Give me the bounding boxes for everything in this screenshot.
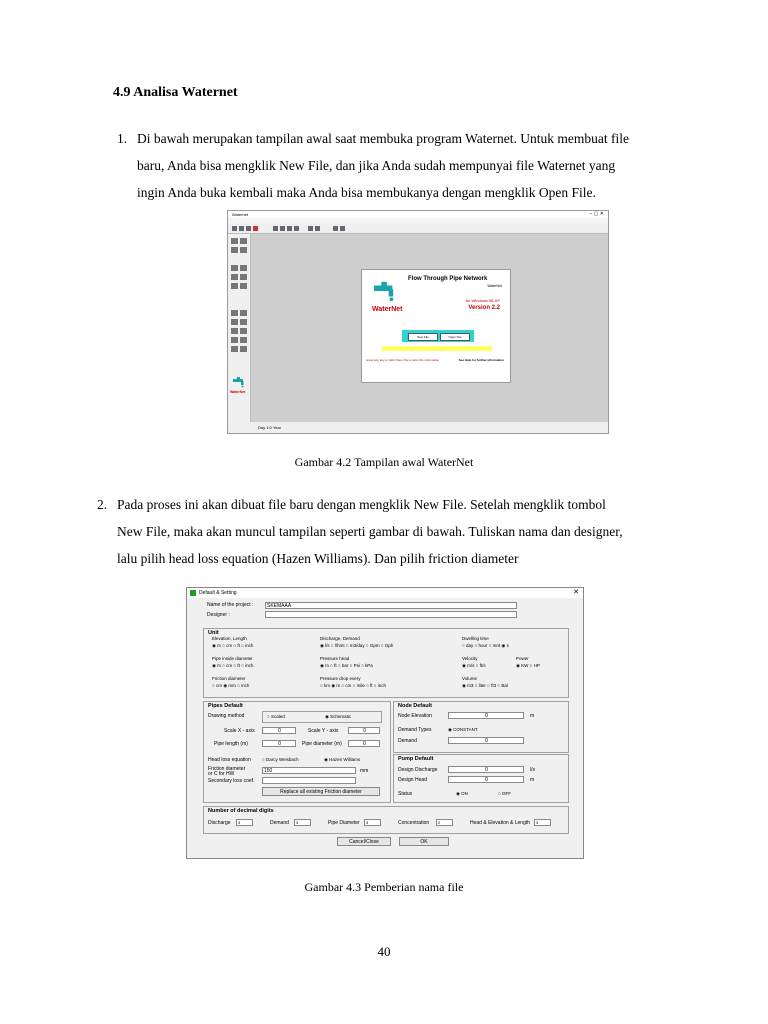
tool-icon xyxy=(231,346,238,352)
node-elevation-unit: m xyxy=(530,713,535,719)
page-number: 40 xyxy=(377,944,391,959)
item-line: Di bawah merupakan tampilan awal saat membuka program Waternet. Untuk membuat file xyxy=(137,131,629,146)
darcy-radio[interactable]: ○ Darcy Weisbach xyxy=(262,757,299,762)
decimal-concentration-spinner[interactable]: 2 xyxy=(436,819,453,826)
design-discharge-input[interactable]: 0 xyxy=(448,766,524,773)
tool-icon xyxy=(240,328,247,334)
side-brand: WaterNet xyxy=(230,390,246,394)
tool-icon xyxy=(240,238,247,244)
status-label: Status xyxy=(398,791,413,797)
decimal-head-spinner[interactable]: 3 xyxy=(534,819,551,826)
tool-icon xyxy=(240,247,247,253)
waternet-logo-icon xyxy=(372,280,398,302)
schematic-radio[interactable]: ◉ Schematic xyxy=(325,714,352,719)
design-discharge-label: Design Discharge xyxy=(398,767,438,773)
tool-icon xyxy=(231,337,238,343)
scalex-label: Scale X - axis xyxy=(224,728,255,734)
designer-input[interactable] xyxy=(265,611,517,618)
status-on-radio[interactable]: ◉ ON xyxy=(456,791,468,796)
pipe-length-input[interactable]: 0 xyxy=(262,740,296,747)
window-titlebar xyxy=(228,211,608,218)
friction-unit-label: Friction diameter xyxy=(212,676,246,681)
tool-icon xyxy=(240,265,247,271)
pump-default-group xyxy=(393,754,569,803)
pressure-options[interactable]: ◉ m ○ ft ○ bar ○ Psi ○ kPa xyxy=(320,663,373,668)
item-line: New File, maka akan muncul tampilan seperti gambar di bawah. Tuliskan nama dan designer, xyxy=(117,524,623,539)
status-text: Day 1:0 Year xyxy=(258,425,281,430)
toolbar-icon xyxy=(239,226,244,231)
left-toolbar xyxy=(228,234,251,422)
item-line: ingin Anda buka kembali maka Anda bisa membukanya dengan mengklik Open File. xyxy=(137,185,596,200)
toolbar-icon xyxy=(232,226,237,231)
close-icon[interactable]: ✕ xyxy=(573,589,579,596)
unit-title: Unit xyxy=(208,630,219,636)
demand-label: Demand xyxy=(398,738,417,744)
figure-caption-1: Gambar 4.2 Tampilan awal WaterNet xyxy=(294,455,474,469)
tool-icon xyxy=(231,238,238,244)
toolbar-icon xyxy=(294,226,299,231)
pipes-title: Pipes Default xyxy=(208,703,243,709)
pipe-diameter-label: Pipe diameter (m) xyxy=(302,741,342,747)
tool-icon xyxy=(240,319,247,325)
window-title: Waternet xyxy=(232,212,249,217)
tool-icon xyxy=(231,283,238,289)
drawing-canvas xyxy=(251,234,608,422)
new-file-button[interactable]: New File xyxy=(408,333,438,341)
toolbar-icon xyxy=(253,226,258,231)
friction-unit: mm xyxy=(360,768,369,774)
decimal-title: Number of decimal digits xyxy=(208,808,274,814)
status-bar xyxy=(228,422,608,433)
volume-options[interactable]: ◉ m3 ○ liter ○ ft3 ○ Bal xyxy=(462,683,508,688)
discharge-label: Discharge, Demand xyxy=(320,636,360,641)
pipe-inside-options[interactable]: ◉ m ○ cm ○ ft ○ inch xyxy=(212,663,254,668)
toolbar-icon xyxy=(315,226,320,231)
decimal-digits-group xyxy=(203,806,569,834)
constant-radio[interactable]: ◉ CONSTANT xyxy=(448,727,478,732)
decimal-concentration-label: Concentration xyxy=(398,820,430,826)
discharge-options[interactable]: ◉ l/s ○ l/hmt ○ m3/day ○ Gpm ○ Gph xyxy=(320,643,394,648)
design-head-label: Design Head xyxy=(398,777,427,783)
project-label: Name of the project : xyxy=(207,602,254,608)
pressure-drop-options[interactable]: ○ km ◉ m ○ cm ○ mile ○ ft ○ inch xyxy=(320,683,387,688)
tool-icon xyxy=(240,310,247,316)
list-item-2 xyxy=(97,491,697,575)
drawing-method-label: Drawing method xyxy=(208,713,245,719)
splash-title: Flow Through Pipe Network xyxy=(408,276,488,282)
scaled-radio[interactable]: ○ Scaled xyxy=(267,714,285,719)
tool-icon xyxy=(231,310,238,316)
node-elevation-label: Node Elevation xyxy=(398,713,432,719)
drawing-method-box xyxy=(262,711,382,723)
decimal-demand-spinner[interactable]: 3 xyxy=(294,819,311,826)
status-off-radio[interactable]: ○ OFF xyxy=(498,791,511,796)
splash-footer-left: press any key or click Open File to skip this information xyxy=(366,358,440,362)
unit-group xyxy=(203,628,569,698)
toolbar-icon xyxy=(340,226,345,231)
toolbar-icon xyxy=(287,226,292,231)
item-line: lalu pilih head loss equation (Hazen Williams). Dan pilih friction diameter xyxy=(117,551,519,566)
item-text xyxy=(137,125,677,206)
designer-label: Designer : xyxy=(207,612,230,618)
friction-diameter-select[interactable]: 150 xyxy=(262,767,356,774)
item-number: 1. xyxy=(117,131,128,146)
waternet-screenshot xyxy=(227,210,609,434)
toolbar-icon xyxy=(246,226,251,231)
velocity-label: Velocity xyxy=(462,656,478,661)
node-elevation-input[interactable]: 0 xyxy=(448,712,524,719)
pipe-diameter-input[interactable]: 0 xyxy=(348,740,380,747)
replace-friction-button[interactable]: Replace all existing Friction diameter xyxy=(262,787,380,796)
item-number: 2. xyxy=(97,497,108,512)
item-line: baru, Anda bisa mengklik New File, dan jika Anda sudah mempunyai file Waternet yang xyxy=(137,158,616,173)
toolbar-icon xyxy=(280,226,285,231)
node-title: Node Default xyxy=(398,703,432,709)
decimal-head-label: Head & Elevation & Length xyxy=(470,820,531,826)
friction-unit-options[interactable]: ○ cm ◉ mm ○ inch xyxy=(212,683,250,688)
splash-platform: for Windows 98-XP xyxy=(465,298,500,303)
tool-icon xyxy=(240,283,247,289)
toolbar-icon xyxy=(308,226,313,231)
item-line: Pada proses ini akan dibuat file baru dengan mengklik New File. Setelah mengklik tombol xyxy=(117,497,606,512)
decimal-pipe-diameter-spinner[interactable]: 3 xyxy=(364,819,381,826)
design-discharge-unit: l/s xyxy=(530,767,535,773)
item-text xyxy=(117,491,657,572)
hazen-radio[interactable]: ◉ Hazen Williams xyxy=(324,757,361,762)
splash-info-strip xyxy=(382,346,492,351)
cancel-close-button[interactable]: Cancel/Close xyxy=(337,837,391,846)
decimal-discharge-label: Discharge xyxy=(208,820,231,826)
power-label: Power xyxy=(516,656,529,661)
open-file-button[interactable]: Open File xyxy=(440,333,470,341)
design-head-unit: m xyxy=(530,777,535,783)
figure-caption-2: Gambar 4.3 Pemberian nama file xyxy=(304,880,464,894)
node-default-group xyxy=(393,701,569,753)
scaley-input[interactable]: 0 xyxy=(348,727,380,734)
tool-icon xyxy=(240,346,247,352)
tool-icon xyxy=(231,247,238,253)
tool-icon xyxy=(231,265,238,271)
splash-button-row xyxy=(402,330,474,342)
dwelling-label: Dwelling time xyxy=(462,636,489,641)
splash-brand: WaterNet xyxy=(372,306,403,313)
ok-button[interactable]: OK xyxy=(399,837,449,846)
secondary-loss-select[interactable] xyxy=(262,777,356,784)
design-head-input[interactable]: 0 xyxy=(448,776,524,783)
tool-icon xyxy=(231,319,238,325)
dialog-titlebar xyxy=(187,588,583,598)
splash-footer-right: See Help for further information xyxy=(458,358,504,362)
pressure-drop-label: Pressure drop every xyxy=(320,676,361,681)
volume-label: Volume xyxy=(462,676,478,681)
demand-input[interactable]: 0 xyxy=(448,737,524,744)
splash-subtitle: WaterNet xyxy=(487,284,502,288)
tool-icon xyxy=(231,328,238,334)
decimal-demand-label: Demand xyxy=(270,820,289,826)
list-item-1 xyxy=(117,125,697,209)
tool-icon xyxy=(240,337,247,343)
dwelling-options[interactable]: ○ day ○ hour ○ mnt ◉ s xyxy=(462,643,509,648)
pipe-inside-label: Pipe inside diameter xyxy=(212,656,253,661)
pipes-default-group xyxy=(203,701,391,803)
app-icon xyxy=(190,590,196,596)
window-controls-icon: – ▢ ✕ xyxy=(589,211,604,217)
decimal-pipe-diameter-label: Pipe Diameter xyxy=(328,820,360,826)
waternet-logo-icon xyxy=(232,376,246,388)
default-setting-dialog xyxy=(186,587,584,859)
elevation-label: Elevation, Length xyxy=(212,636,247,641)
power-options[interactable]: ◉ KW ○ HP xyxy=(516,663,540,668)
elevation-options[interactable]: ◉ m ○ cm ○ ft ○ inch xyxy=(212,643,254,648)
headloss-label: Head loss equation xyxy=(208,757,251,763)
tool-icon xyxy=(240,274,247,280)
scalex-input[interactable]: 0 xyxy=(262,727,296,734)
demand-types-label: Demand Types xyxy=(398,727,432,733)
dialog-title: Default & Setting xyxy=(199,590,237,596)
tool-icon xyxy=(231,274,238,280)
project-name-input[interactable]: SKEMAAA xyxy=(265,602,517,609)
splash-version: Version 2.2 xyxy=(468,305,500,311)
toolbar-icon xyxy=(333,226,338,231)
section-heading: 4.9 Analisa Waternet xyxy=(113,85,238,100)
pipe-length-label: Pipe length (m) xyxy=(214,741,248,747)
pump-title: Pump Default xyxy=(398,756,434,762)
friction-diameter-label: Friction diameter or C for HW xyxy=(208,766,246,777)
secondary-loss-label: Secondary loss coef. xyxy=(208,778,255,784)
toolbar xyxy=(228,224,608,234)
velocity-options[interactable]: ◉ m/s ○ ft/s xyxy=(462,663,486,668)
splash-panel xyxy=(361,269,511,383)
scaley-label: Scale Y - axis xyxy=(308,728,339,734)
decimal-discharge-spinner[interactable]: 3 xyxy=(236,819,253,826)
pressure-label: Pressure head xyxy=(320,656,350,661)
toolbar-icon xyxy=(273,226,278,231)
